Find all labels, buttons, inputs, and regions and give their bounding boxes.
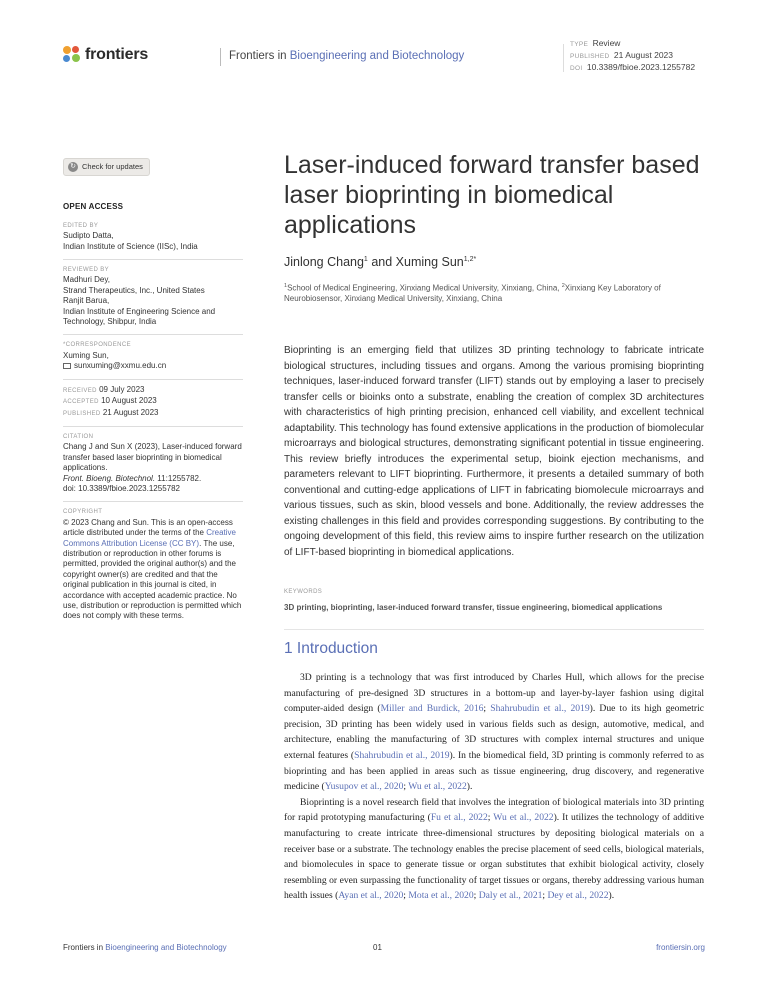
abstract: Bioprinting is an emerging field that utilizes 3D printing technology to fabricate intricate biological structures, including tissues and organs. Among the various promising bioprinting techniques, laser-induced forward transfer (LIFT) stands out by employing a laser to precisely transfer cells or bioinks onto a substrate, enabling the creation of complex 3D architectures with characteristics of high printing precision, enhanced cell viability, and excellent technical adaptability. This technology has found extensive applications in the production of biomolecular microarrays and biological structures, demonstrating significant potential in tissue engineering. This review briefly introduces the experimental setup, bioink ejection mechanisms, and parameters relevant to LIFT bioprinting. Furthermore, it presents a detailed summary of both conventional and cutting-edge applications of LIFT in fabricating biomolecule microarrays and various tissues, such as skin, blood vessels and bone. Additionally, the review addresses the existing challenges in this field and provides corresponding suggestions. By contributing to the ongoing development of this field, this review aims to inspire further research on the utilization of LIFT-based bioprinting in biomedical applications.	[284, 345, 704, 558]
cc-license-link[interactable]: Creative Commons Attribution License (CC BY)	[63, 528, 236, 548]
citation-link[interactable]: Yusupov et al., 2020	[324, 781, 404, 793]
citation-link[interactable]: Wu et al., 2022	[408, 781, 467, 793]
reviewed-by-label: REVIEWED BY	[63, 267, 110, 274]
edited-by-label: EDITED BY	[63, 222, 99, 229]
frontiers-logo-icon	[63, 46, 81, 64]
correspondence-label: *CORRESPONDENCE	[63, 342, 132, 349]
journal-title[interactable]	[229, 50, 464, 62]
citation-doi: doi: 10.3389/fbioe.2023.1255782	[63, 483, 180, 493]
divider	[284, 629, 704, 630]
citation-link[interactable]: Ayan et al., 2020	[338, 890, 404, 902]
divider	[63, 501, 243, 502]
received-key: RECEIVED	[63, 387, 97, 394]
editor-affiliation: Indian Institute of Science (IISc), India	[63, 241, 198, 251]
check-updates-label: Check for updates	[82, 162, 143, 171]
article-title: Laser-induced forward transfer based laser bioprinting in biomedical applications	[284, 151, 700, 239]
brand-name: frontiers	[85, 46, 149, 63]
editor-name: Sudipto Datta,	[63, 231, 114, 241]
divider	[63, 259, 243, 260]
published-value: 21 August 2023	[613, 50, 674, 60]
sidebar	[63, 158, 243, 622]
frontiers-logo[interactable]	[63, 46, 148, 64]
footer-site-link[interactable]: frontiersin.org	[656, 943, 705, 952]
reviewer-affiliation: Indian Institute of Engineering Science and Technology, Shibpur, India	[63, 306, 216, 327]
accepted-value: 10 August 2023	[101, 396, 157, 406]
type-value: Review	[592, 38, 621, 48]
meta-divider	[563, 44, 564, 72]
page-header	[63, 38, 705, 72]
citation-link[interactable]: Shahrubudin et al., 2019	[490, 703, 590, 715]
citation-link[interactable]: Fu et al., 2022	[430, 812, 488, 824]
journal-prefix: Frontiers in	[229, 50, 287, 62]
published-key: PUBLISHED	[63, 410, 101, 417]
reviewer-name: Ranjit Barua,	[63, 296, 110, 306]
accepted-key: ACCEPTED	[63, 399, 99, 406]
published-value: 21 August 2023	[102, 407, 159, 417]
reviewer-affiliation: Strand Therapeutics, Inc., United States	[63, 285, 205, 295]
divider	[63, 334, 243, 335]
citation-link[interactable]: Shahrubudin et al., 2019	[354, 749, 450, 761]
keywords: 3D printing, bioprinting, laser-induced forward transfer, tissue engineering, biomedical applications	[284, 603, 663, 612]
article-dates	[63, 385, 243, 419]
citation-link[interactable]: Daly et al., 2021	[478, 890, 543, 902]
article-meta	[570, 38, 695, 74]
copyright-label: COPYRIGHT	[63, 509, 103, 516]
keywords-label: KEYWORDS	[284, 589, 323, 595]
body-text	[284, 670, 704, 904]
reviewer-name: Madhuri Dey,	[63, 275, 110, 285]
citation-link[interactable]: Wu et al., 2022	[493, 812, 554, 824]
correspondence-email[interactable]: sunxuming@xxmu.edu.cn	[63, 361, 243, 371]
journal-name: Bioengineering and Biotechnology	[289, 50, 465, 62]
copyright-text: © 2023 Chang and Sun. This is an open-access article distributed under the terms of the Creative Commons Attribution License (CC BY). The use, distribution or reproduction in other forums is permitted, provided the original author(s) and the copyright owner(s) are credited and that the original publication in this journal is cited, in accordance with accepted academic practice. No use, distribution or reproduction is permitted which does not comply with these terms.	[63, 517, 242, 621]
type-key: TYPE	[570, 41, 589, 48]
affiliations: $^1$School of Medical Engineering, Xinxiang Medical University, Xinxiang, China, $^2$Xinxiang Key Laboratory of Neurobiosensor, Xinxiang Medical University, Xinxiang, China	[284, 283, 661, 304]
author-name[interactable]: Jinlong Chang	[284, 255, 364, 269]
header-divider	[220, 48, 221, 66]
citation-link[interactable]: Mota et al., 2020	[408, 890, 474, 902]
corresponding-author: Xuming Sun,	[63, 350, 109, 360]
paragraph: 3D printing is a technology that was first introduced by Charles Hull, which allows for the precise manufacturing of pre-designed 3D structures in a bottom-up and layer-by-layer fashion using digital computer-aided design (Miller and Burdick, 2016; Shahrubudin et al., 2019). Due to its high geometric precision, 3D printing has been widely used in various fields such as design, automotive, medical, and architecture, enabling the manufacturing of 3D structures with complex internal structures and unique external features (Shahrubudin et al., 2019). In the biomedical field, 3D printing is commonly referred to as bioprinting and has been applied in areas such as tissue engineering, drug discovery, and regenerative medicine (Yusupov et al., 2020; Wu et al., 2022).	[284, 672, 705, 793]
published-key: PUBLISHED	[570, 53, 610, 60]
citation-source: Front. Bioeng. Biotechnol. 11:1255782.	[63, 473, 202, 483]
citation-label: CITATION	[63, 433, 94, 440]
footer-journal: Frontiers in Bioengineering and Biotechnology	[63, 943, 227, 952]
divider	[63, 426, 243, 427]
author-name[interactable]: Xuming Sun	[395, 255, 464, 269]
authors: Jinlong Chang$^1$ and Xuming Sun$^{1,2*}$	[284, 255, 477, 269]
citation-link[interactable]: Dey et al., 2022	[547, 890, 609, 902]
update-icon: ↻	[68, 162, 78, 172]
open-access-label: OPEN ACCESS	[63, 202, 124, 212]
received-value: 09 July 2023	[99, 384, 145, 394]
section-heading: 1 Introduction	[284, 640, 378, 657]
paragraph: Bioprinting is a novel research field that involves the integration of biological materials into 3D printing for rapid prototyping manufacturing (Fu et al., 2022; Wu et al., 2022). It utilizes the technology of additive manufacturing to create intricate three-dimensional structures by depositing biological materials on a receiver base or a substrate. The technology enables the precise placement of seed cells, biological materials, and biomolecules in space to generate tissue or organ substitutes that exhibit biological activity, closely resembling or even surpassing the functionality of target tissues or organs, thereby addressing various human health issues (Ayan et al., 2020; Mota et al., 2020; Daly et al., 2021; Dey et al., 2022).	[284, 796, 705, 902]
doi-key: DOI	[570, 65, 583, 72]
check-updates-button[interactable]	[63, 158, 150, 176]
page-number: 01	[373, 943, 382, 952]
mail-icon	[63, 363, 71, 369]
divider	[63, 379, 243, 380]
citation-link[interactable]: Miller and Burdick, 2016	[380, 703, 484, 715]
doi-value[interactable]: 10.3389/fbioe.2023.1255782	[586, 62, 696, 72]
citation-text: Chang J and Sun X (2023), Laser-induced forward transfer based laser bioprinting in biomedical applications.	[63, 442, 242, 473]
